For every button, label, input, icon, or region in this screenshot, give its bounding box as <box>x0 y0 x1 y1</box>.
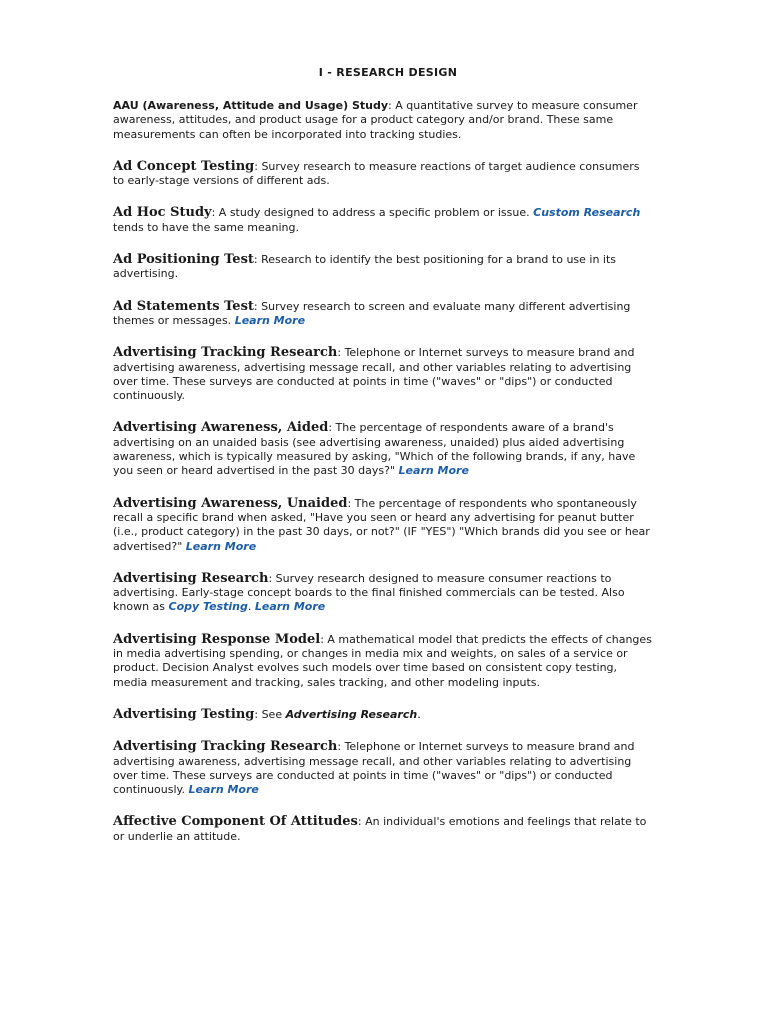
term: Ad Statements Test <box>113 298 254 314</box>
definition-continued: . <box>417 707 421 721</box>
glossary-entry-affective-component-of-attitudes: Affective Component Of Attitudes: An individual's emotions and feelings that relate to or underlie an attitude. <box>113 814 647 843</box>
document-title: I - RESEARCH DESIGN <box>318 66 458 79</box>
glossary-entry-advertising-response-model: Advertising Response Model: A mathematical model that predicts the effects of changes in media advertising spending, or changes in media mix and weights, on sales of a service or product. Decision Analyst evolves such models over time based on consistent copy testing, media measurement and tracking, sales tracking, and other modeling inputs. <box>113 631 652 689</box>
cross-reference: Advertising Research <box>285 707 418 721</box>
definition: The percentage of respondents who spontaneously recall a specific brand when asked, "Have you seen or heard any advertising for peanut butter (i.e., product category) in the past 30 days, or not?" (IF "YES") "Which brands did you see or hear advertised?" <box>113 496 650 553</box>
term: Ad Hoc Study <box>113 205 212 221</box>
term: AAU (Awareness, Attitude and Usage) Study <box>113 99 389 112</box>
learn-more-link[interactable]: Learn More <box>188 783 259 797</box>
definition: An individual's emotions and feelings that relate to or underlie an attitude. <box>113 815 647 843</box>
definition-continued: tends to have the same meaning. <box>113 220 299 234</box>
glossary-entry-advertising-tracking-research-2: Advertising Tracking Research: Telephone or Internet surveys to measure brand and advertising awareness, advertising message recall, and other variables relating to advertising over time. These surveys are conducted at points in time ("waves" or "dips") or conducted continuously. Learn More <box>113 739 635 797</box>
term: Affective Component Of Attitudes <box>113 814 358 830</box>
glossary-entry-advertising-awareness-aided: Advertising Awareness, Aided: The percentage of respondents aware of a brand's advertising on an unaided basis (see advertising awareness, unaided) plus aided advertising awareness, which is typically measured by asking, "Which of the following brands, if any, have you seen or heard advertised in the past 30 days?" Learn More <box>113 420 636 478</box>
term: Ad Positioning Test <box>113 252 254 268</box>
definition: Telephone or Internet surveys to measure brand and advertising awareness, advertising message recall, and other variables relating to advertising over time. These surveys are conducted at points in time ("waves" or "dips") or conducted continuously. <box>113 740 635 797</box>
glossary-entry-ad-positioning-test: Ad Positioning Test: Research to identify the best positioning for a brand to use in its advertising. <box>113 252 617 281</box>
learn-more-link[interactable]: Learn More <box>234 313 306 327</box>
copy-testing-link[interactable]: Copy Testing <box>168 600 248 614</box>
glossary-entry-ad-statements-test: Ad Statements Test: Survey research to screen and evaluate many different advertising themes or messages. Learn More <box>113 298 631 327</box>
glossary-entry-ad-hoc-study: Ad Hoc Study: A study designed to address a specific problem or issue. Custom Research tends to have the same meaning. <box>113 205 641 234</box>
term: Advertising Tracking Research <box>113 345 338 361</box>
learn-more-link[interactable]: Learn More <box>398 464 469 478</box>
glossary-entry-aau-study: AAU (Awareness, Attitude and Usage) Study: A quantitative survey to measure consumer awareness, attitudes, and product usage for a product category and/or brand. These same measurements can often be incorporated into tracking studies. <box>113 99 638 141</box>
term: Advertising Research <box>113 570 269 586</box>
term: Advertising Testing <box>113 706 255 722</box>
definition: Survey research to measure reactions of target audience consumers to early-stage versions of different ads. <box>113 159 640 188</box>
separator: . <box>247 600 252 614</box>
definition: A quantitative survey to measure consumer awareness, attitudes, and product usage for a product category and/or brand. These same measurements can often be incorporated into tracking studies. <box>113 99 638 141</box>
definition: Survey research designed to measure consumer reactions to advertising. Early-stage concept boards to the final finished commercials can be tested. Also known as <box>113 571 625 614</box>
term: Advertising Response Model <box>113 631 321 647</box>
term: Advertising Awareness, Unaided <box>113 495 348 511</box>
learn-more-link[interactable]: Learn More <box>254 600 326 614</box>
definition: Telephone or Internet surveys to measure brand and advertising awareness, advertising message recall, and other variables relating to advertising over time. These surveys are conducted at points in time ("waves" or "dips") or conducted continuously. <box>113 346 635 403</box>
definition: A mathematical model that predicts the effects of changes in media advertising spending, or changes in media mix and weights, on sales of a service or product. Decision Analyst evolves such models over time based on consistent copy testing, media measurement and tracking, sales tracking, and other modeling inputs. <box>113 632 652 689</box>
glossary-entry-advertising-awareness-unaided: Advertising Awareness, Unaided: The percentage of respondents who spontaneously recall a specific brand when asked, "Have you seen or heard any advertising for peanut butter (i.e., product category) in the past 30 days, or not?" (IF "YES") "Which brands did you see or hear advertised?" Learn More <box>113 495 650 553</box>
definition: See <box>261 707 283 721</box>
definition: A study designed to address a specific problem or issue. <box>218 206 530 220</box>
definition: Research to identify the best positioning for a brand to use in its advertising. <box>113 253 617 281</box>
glossary-entry-advertising-research: Advertising Research: Survey research designed to measure consumer reactions to advertising. Early-stage concept boards to the final finished commercials can be tested. Also known as Copy Testing. Learn More <box>113 570 625 614</box>
document-page <box>113 66 653 844</box>
glossary-entry-ad-concept-testing: Ad Concept Testing: Survey research to measure reactions of target audience consumers to early-stage versions of different ads. <box>113 158 640 188</box>
term: Advertising Awareness, Aided <box>113 420 329 436</box>
definition: Survey research to screen and evaluate many different advertising themes or messages. <box>113 299 631 327</box>
term: Advertising Tracking Research <box>113 739 338 755</box>
term: Ad Concept Testing <box>113 158 255 174</box>
glossary-entry-advertising-testing: Advertising Testing: See Advertising Research. <box>113 706 421 722</box>
learn-more-link[interactable]: Learn More <box>185 539 257 553</box>
custom-research-link[interactable]: Custom Research <box>533 206 641 220</box>
glossary-entry-advertising-tracking-research: Advertising Tracking Research: Telephone or Internet surveys to measure brand and advertising awareness, advertising message recall, and other variables relating to advertising over time. These surveys are conducted at points in time ("waves" or "dips") or conducted continuously. <box>113 345 635 403</box>
definition: The percentage of respondents aware of a brand's advertising on an unaided basis (see advertising awareness, unaided) plus aided advertising awareness, which is typically measured by asking, "Which of the following brands, if any, have you seen or heard advertised in the past 30 days?" <box>113 421 636 478</box>
